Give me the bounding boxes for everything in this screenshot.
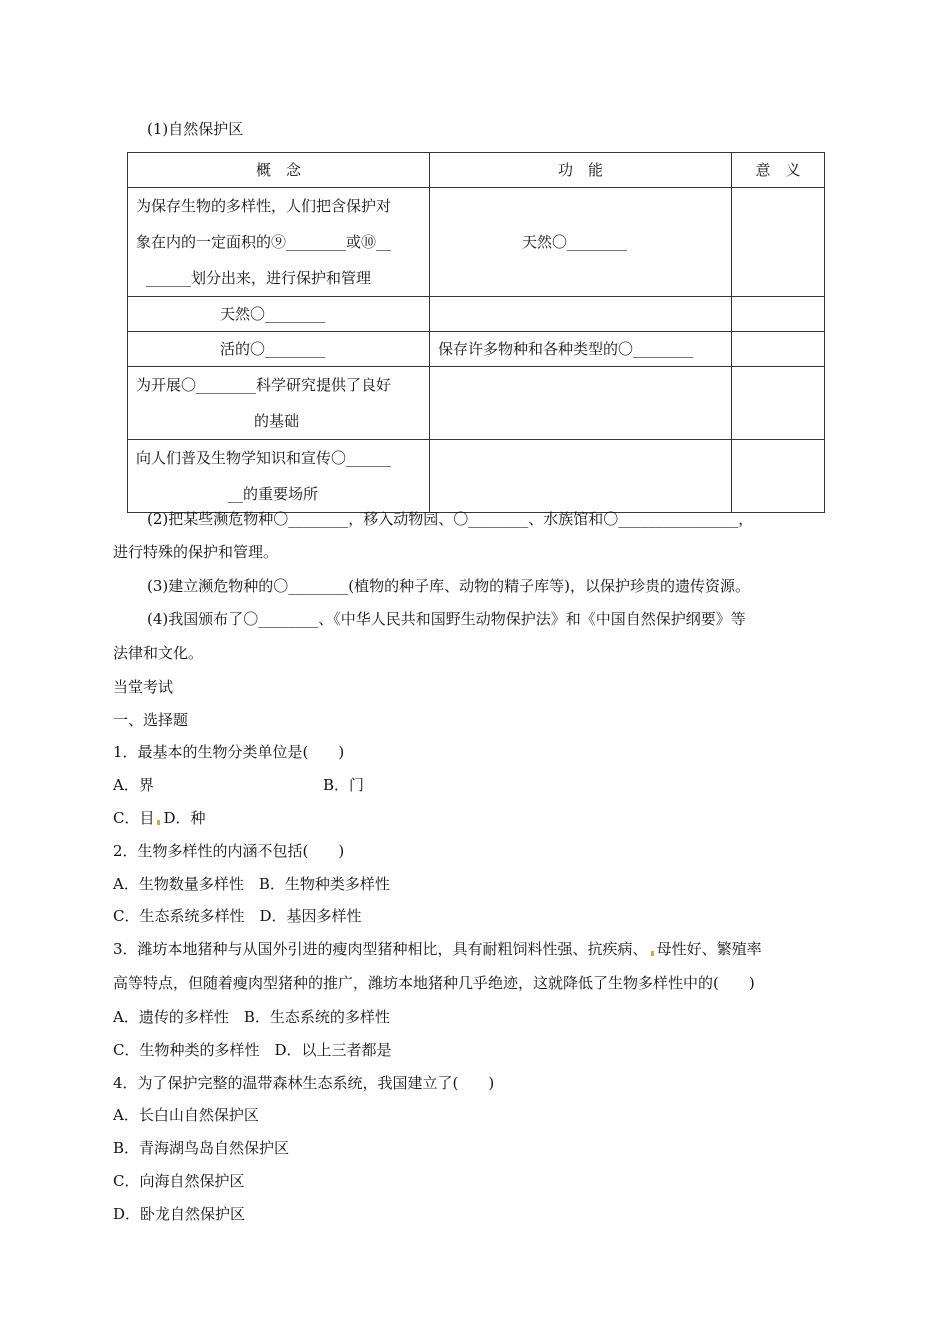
q3-stem-part-a: 3．潍坊本地猪种与从国外引进的瘦肉型猪种相比，具有耐粗饲料性强、抗疾病、 [113,940,648,958]
row5-meaning [732,440,825,513]
q1-options-cd [113,807,206,828]
q2-options-ab: A．生物数量多样性 B．生物种类多样性 [113,875,390,893]
row2-function [430,297,732,332]
q3-stem-line2: 高等特点，但随着瘦肉型猪种的推广，潍坊本地猪种几乎绝迹，这就降低了生物多样性中的( ) [113,974,755,992]
header-function: 功 能 [430,153,732,188]
q4-option-d: D．卧龙自然保护区 [113,1205,246,1223]
row5-concept-line: __的重要场所 [228,485,319,503]
header-concept: 概 念 [128,153,430,188]
section1-title: (1)自然保护区 [147,120,244,138]
nature-reserve-table [127,152,825,513]
table-row [128,332,825,367]
q2-options-cd: C．生态系统多样性 D．基因多样性 [113,907,362,925]
q4-option-c: C．向海自然保护区 [113,1172,245,1190]
q1-stem: 1．最基本的生物分类单位是( ) [113,743,345,761]
heading-choice: 一、选择题 [113,711,189,729]
table-row [128,297,825,332]
row3-meaning [732,332,825,367]
header-meaning: 意 义 [732,153,825,188]
q1-option-a: A．界 [113,776,154,794]
q4-option-b: B．青海湖鸟岛自然保护区 [113,1139,290,1157]
row4-meaning [732,367,825,440]
q3-stem-part-b: 母性好、繁殖率 [656,940,762,958]
table-header-row [128,153,825,188]
q3-stem-line1 [113,938,762,959]
row3-concept: 活的〇________ [128,332,430,367]
row1-meaning [732,188,825,297]
q3-options-ab: A．遗传的多样性 B．生态系统的多样性 [113,1008,390,1026]
row1-concept-line: ______划分出来，进行保护和管理 [146,269,372,287]
q2-stem: 2．生物多样性的内涵不包括( ) [113,842,345,860]
row1-concept-line: 象在内的一定面积的⑨________或⑩__ [136,233,392,251]
row1-concept-line: 为保存生物的多样性，人们把含保护对 [136,197,392,215]
row4-concept-line: 为开展〇________科学研究提供了良好 [136,376,392,394]
row5-concept [128,440,430,513]
q1-option-b: B．门 [323,776,365,794]
table-row [128,440,825,513]
row3-function: 保存许多物种和各种类型的〇________ [430,332,732,367]
mark-dot [157,820,160,825]
table-row [128,188,825,297]
heading-test: 当堂考试 [113,678,174,696]
row4-function [430,367,732,440]
q4-stem: 4．为了保护完整的温带森林生态系统，我国建立了( ) [113,1074,495,1092]
q1-option-c: C．目 [113,809,155,827]
para-2-line2: 进行特殊的保护和管理。 [113,543,279,561]
q1-option-d: D．种 [163,809,206,827]
para-4-line1: (4)我国颁布了〇________、《中华人民共和国野生动物保护法》和《中国自然保护纲要》等 [147,610,746,628]
row1-concept [128,188,430,297]
para-3: (3)建立濒危物种的〇________(植物的种子库、动物的精子库等)，以保护珍贵的遗传资源。 [147,577,750,595]
row1-function: 天然〇________ [430,188,732,297]
row2-concept: 天然〇________ [128,297,430,332]
row5-concept-line: 向人们普及生物学知识和宣传〇______ [136,449,392,467]
row5-function [430,440,732,513]
para-4-line2: 法律和文化。 [113,644,204,662]
mark-dot [651,951,654,956]
table-row [128,367,825,440]
q3-options-cd: C．生物种类的多样性 D．以上三者都是 [113,1041,392,1059]
row4-concept [128,367,430,440]
row4-concept-line: 的基础 [254,412,300,430]
q4-option-a: A．长白山自然保护区 [113,1106,259,1124]
row2-meaning [732,297,825,332]
para-2-line1: (2)把某些濒危物种〇________，移入动物园、〇________、水族馆和〇________________， [147,510,754,528]
